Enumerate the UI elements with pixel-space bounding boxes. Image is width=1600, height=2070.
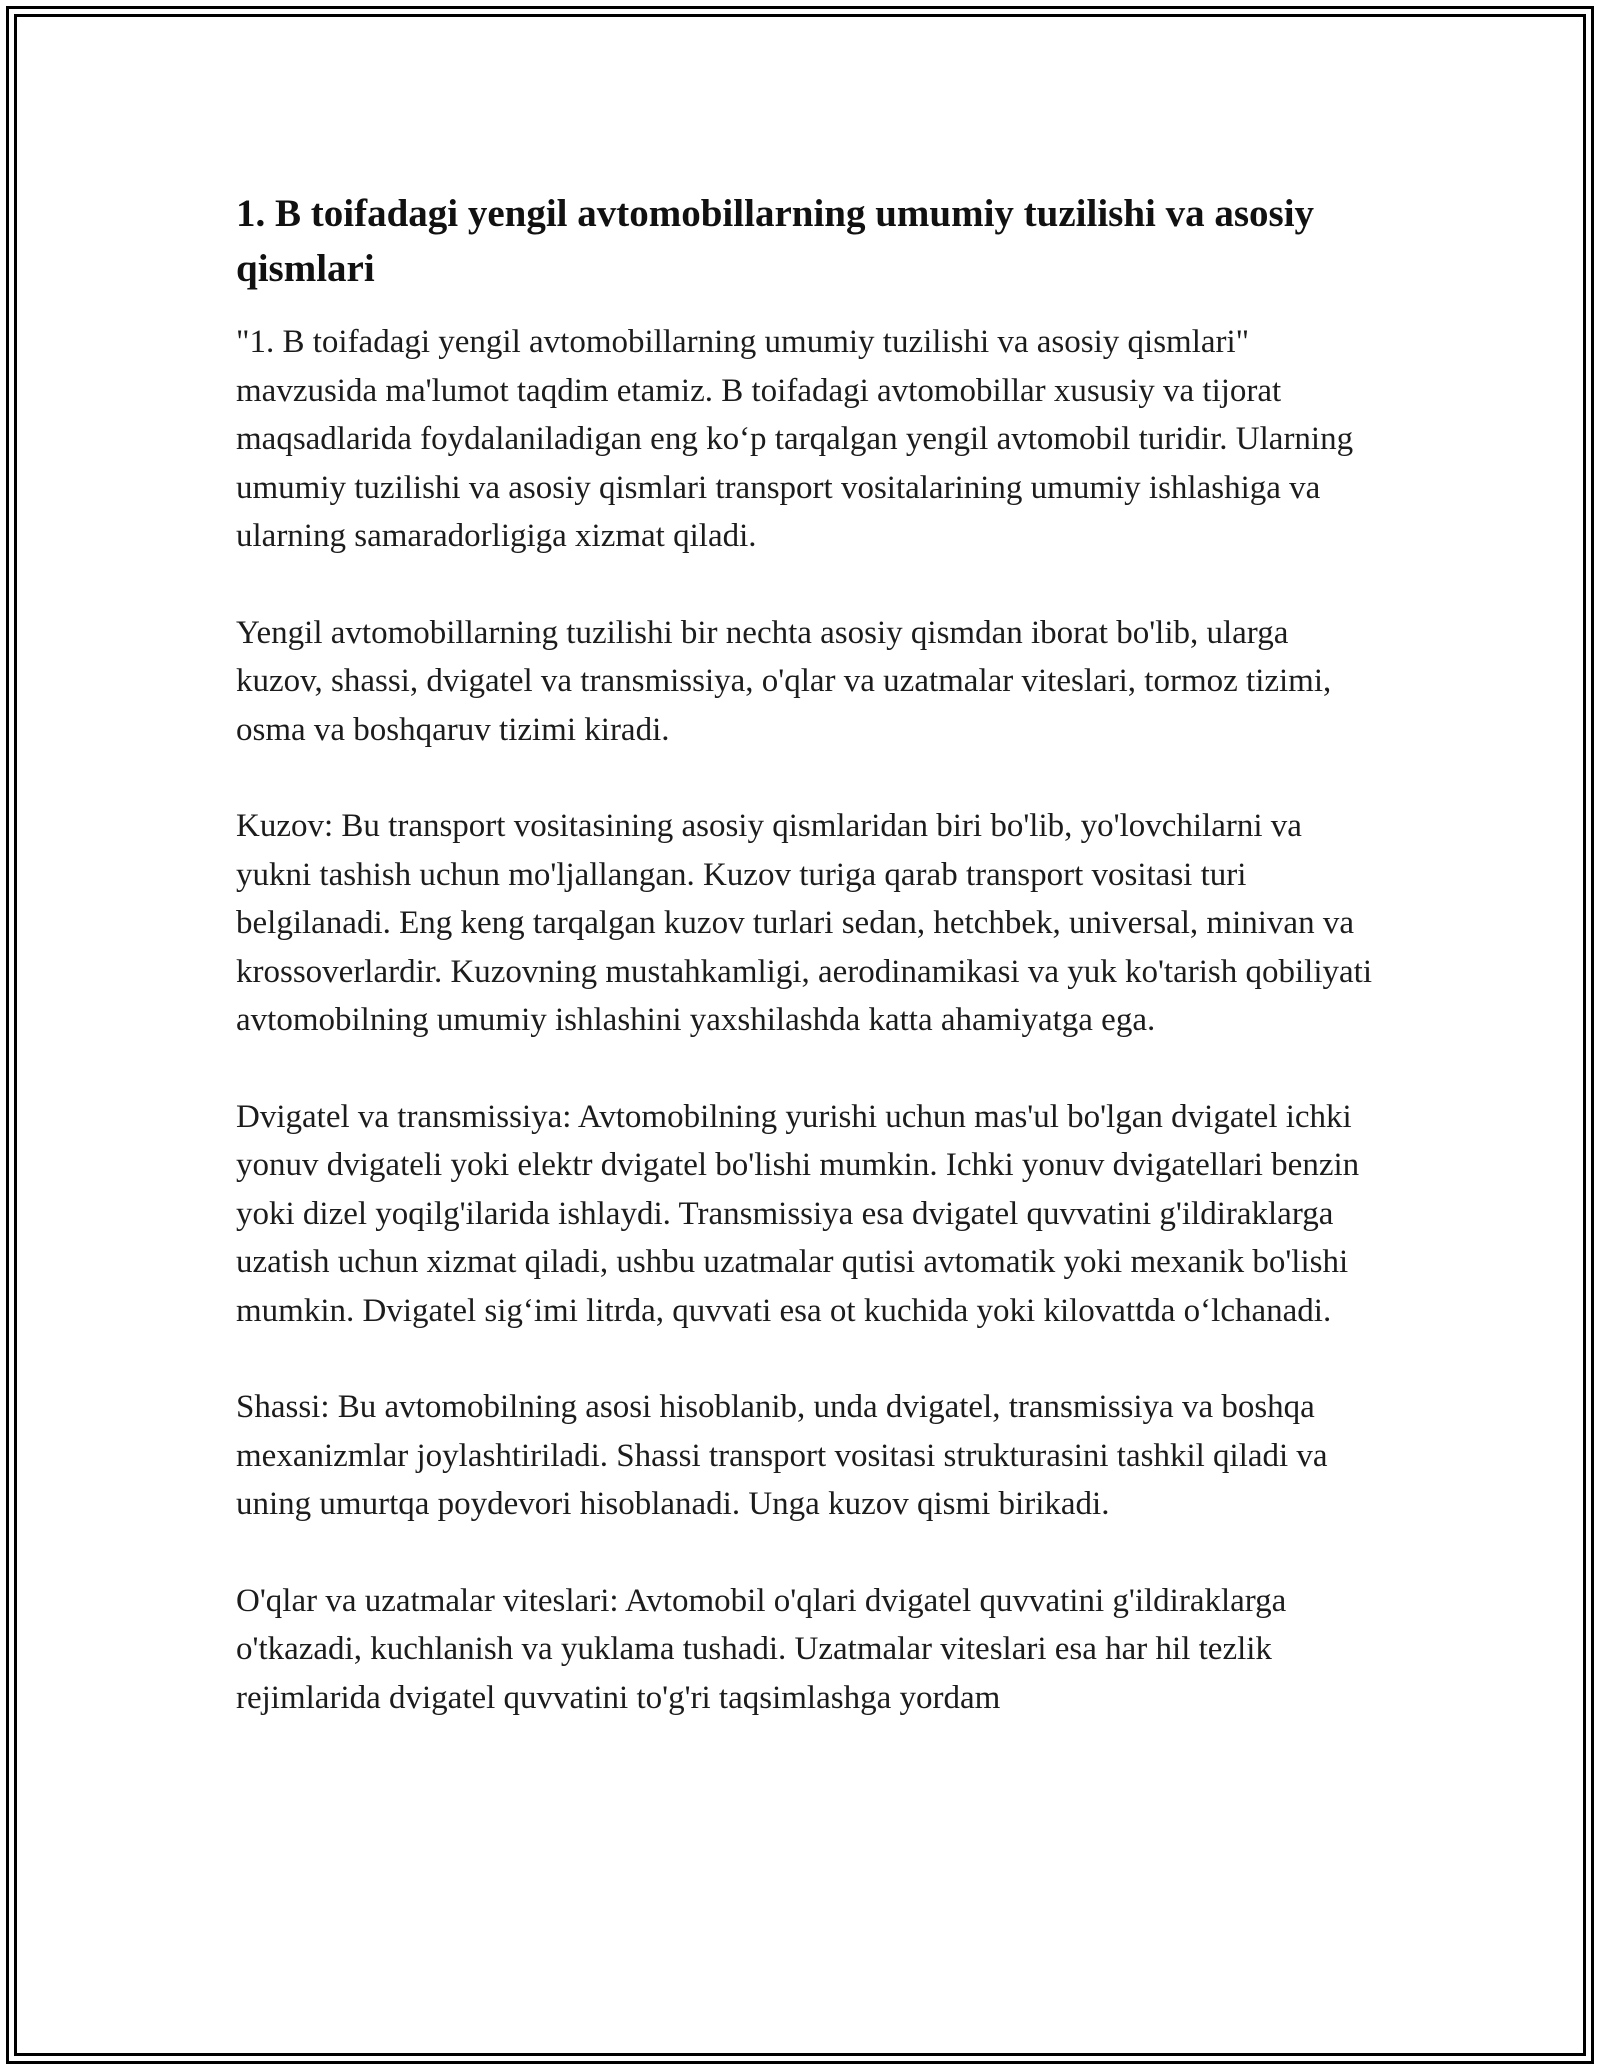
document-title: 1. B toifadagi yengil avtomobillarning umumiy tuzilishi va asosiy qismlari [236,192,1315,290]
paragraph-chassis: Shassi: Bu avtomobilning asosi hisoblanib, unda dvigatel, transmissiya va boshqa mexanizmlar joylashtiriladi. Shassi transport vositasi strukturasini tashkil qiladi va uning umurtqa poydevori hisoblanadi. Unga kuzov qismi birikadi. [236,1389,1328,1522]
document-body [236,186,1382,1722]
paragraph-axles-gears: O'qlar va uzatmalar viteslari: Avtomobil o'qlari dvigatel quvvatini g'ildiraklarga o'tkazadi, kuchlanish va yuklama tushadi. Uzatmalar viteslari esa har hil tezlik rejimlarida dvigatel quvvatini to'g'ri taqsimlashga yordam [236,1582,1287,1716]
paragraph-structure-overview: Yengil avtomobillarning tuzilishi bir nechta asosiy qismdan iborat bo'lib, ularga kuzov, shassi, dvigatel va transmissiya, o'qlar va uzatmalar viteslari, tormoz tizimi, osma va boshqaruv tizimi kiradi. [236,614,1332,748]
paragraph-engine-transmission: Dvigatel va transmissiya: Avtomobilning yurishi uchun mas'ul bo'lgan dvigatel ichki yonuv dvigateli yoki elektr dvigatel bo'lishi mumkin. Ichki yonuv dvigatellari benzin yoki dizel yoqilg'ilarida ishlaydi. Transmissiya esa dvigatel quvvatini g'ildiraklarga uzatish uchun xizmat qiladi, ushbu uzatmalar qutisi avtomatik yoki mexanik bo'lishi mumkin. Dvigatel sig‘imi litrda, quvvati esa ot kuchida yoki kilovattda o‘lchanadi. [236,1098,1360,1329]
paragraph-intro: "1. B toifadagi yengil avtomobillarning umumiy tuzilishi va asosiy qismlari" mavzusida ma'lumot taqdim etamiz. B toifadagi avtomobillar xususiy va tijorat maqsadlarida foydalaniladigan eng ko‘p tarqalgan yengil avtomobil turidir. Ularning umumiy tuzilishi va asosiy qismlari transport vositalarining umumiy ishlashiga va ularning samaradorligiga xizmat qiladi. [236,324,1354,554]
paragraph-kuzov: Kuzov: Bu transport vositasining asosiy qismlaridan biri bo'lib, yo'lovchilarni va yukni tashish uchun mo'ljallangan. Kuzov turiga qarab transport vositasi turi belgilanadi. Eng keng tarqalgan kuzov turlari sedan, hetchbek, universal, minivan va krossoverlardir. Kuzovning mustahkamligi, aerodinamikasi va yuk ko'tarish qobiliyati avtomobilning umumiy ishlashini yaxshilashda katta ahamiyatga ega. [236,808,1372,1038]
